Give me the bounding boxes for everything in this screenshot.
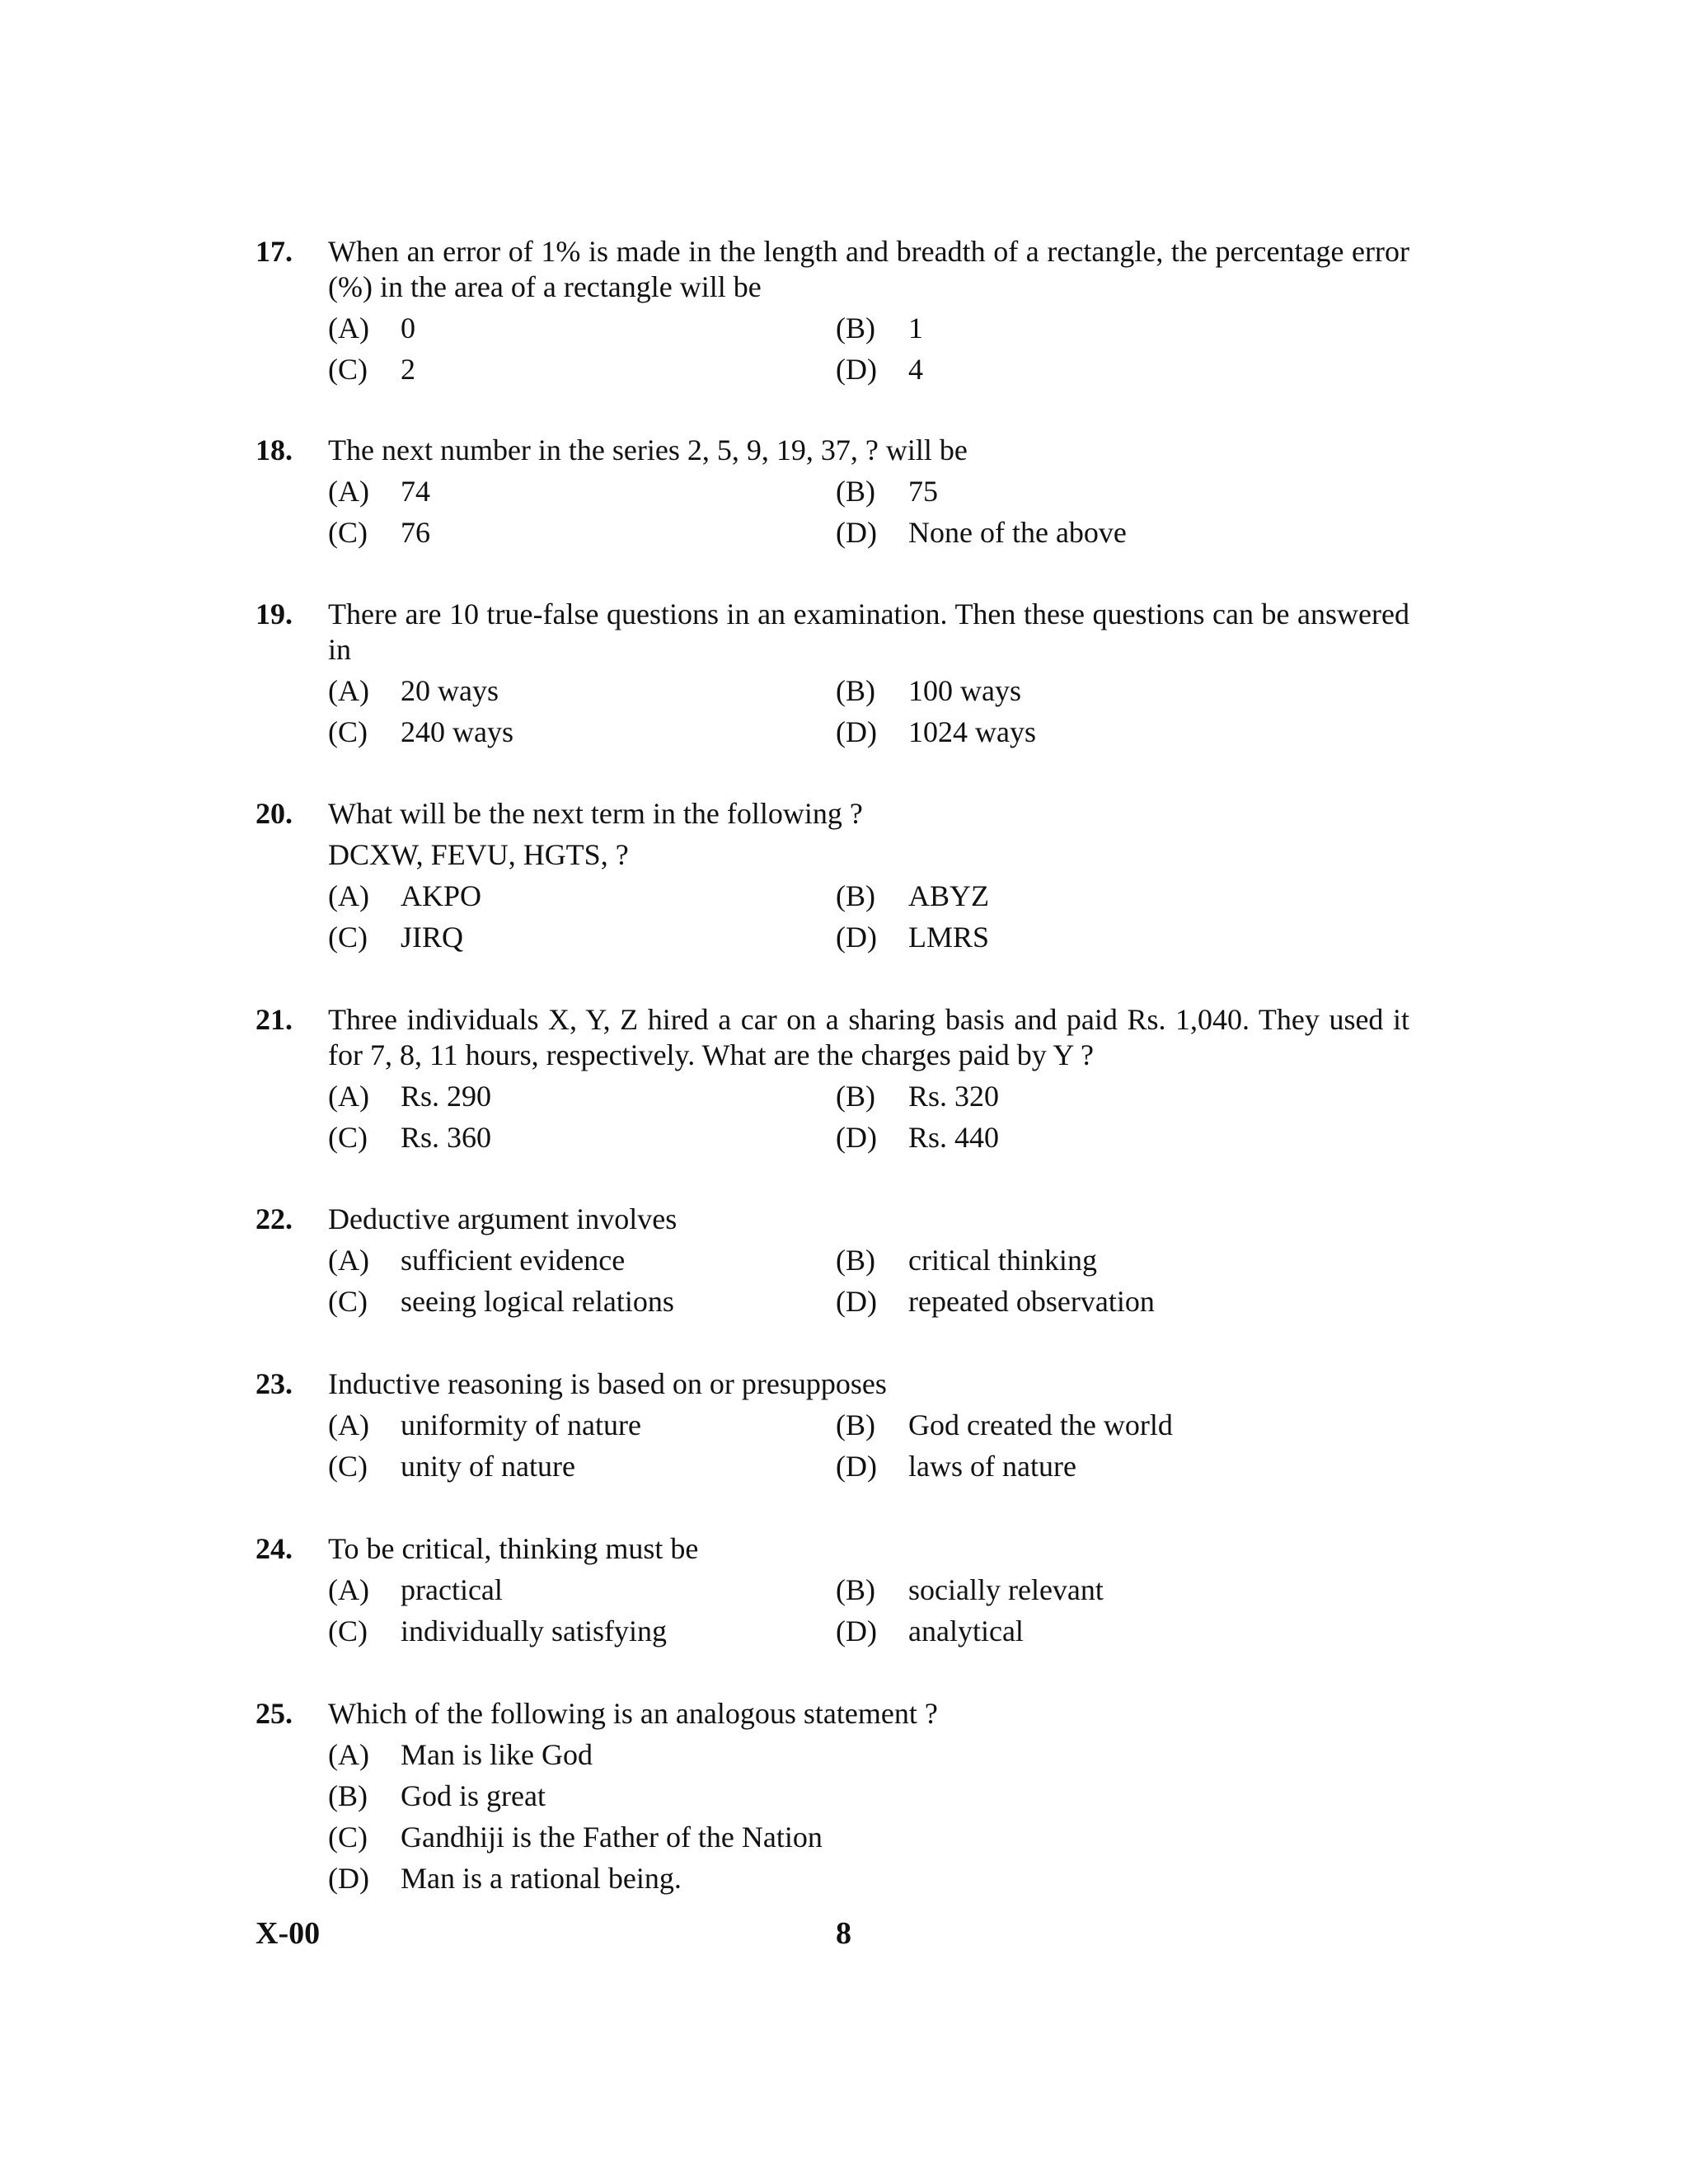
option-text: Rs. 290 <box>401 1080 492 1113</box>
option-label: (C) <box>328 1615 368 1647</box>
option-label: (A) <box>328 674 369 707</box>
option-label: (A) <box>328 475 369 508</box>
option-c <box>328 1614 836 1649</box>
option-d <box>836 515 1343 551</box>
option-d <box>836 1614 1343 1649</box>
option-label: (B) <box>836 674 875 707</box>
option-d <box>836 1120 1343 1155</box>
option-text: analytical <box>908 1615 1024 1647</box>
options-grid <box>328 673 1409 750</box>
option-text: sufficient evidence <box>401 1244 626 1277</box>
option-text: unity of nature <box>401 1450 575 1483</box>
option-c <box>328 715 836 750</box>
option-text: Rs. 440 <box>908 1121 1000 1154</box>
option-label: (D) <box>836 715 877 748</box>
option-text: uniformity of nature <box>401 1408 641 1441</box>
option-label: (A) <box>328 1080 369 1113</box>
question-number: 24. <box>256 1532 293 1565</box>
option-d <box>836 715 1343 750</box>
option-label: (D) <box>836 921 877 954</box>
option-d <box>328 1861 1343 1896</box>
option-text: seeing logical relations <box>401 1285 674 1318</box>
question-text: Inductive reasoning is based on or presupposes <box>328 1367 887 1400</box>
option-text: 75 <box>908 475 938 508</box>
option-b <box>328 1779 1343 1814</box>
option-text: critical thinking <box>908 1244 1097 1277</box>
option-label: (B) <box>836 879 875 912</box>
option-c <box>328 1820 1343 1855</box>
question-18 <box>256 433 1409 551</box>
question-text: Which of the following is an analogous statement ? <box>328 1697 938 1730</box>
option-label: (B) <box>836 1408 875 1441</box>
option-a <box>328 879 836 914</box>
option-b <box>836 311 1343 346</box>
option-c <box>328 920 836 955</box>
option-text: Gandhiji is the Father of the Nation <box>401 1821 823 1854</box>
page-number: 8 <box>836 1916 851 1951</box>
option-text: 2 <box>401 353 415 386</box>
option-text: 74 <box>401 475 430 508</box>
option-text: Rs. 320 <box>908 1080 1000 1113</box>
option-a <box>328 1408 836 1443</box>
question-number: 20. <box>256 797 293 830</box>
option-text: Man is like God <box>401 1738 593 1771</box>
question-text: Three individuals X, Y, Z hired a car on a sharing basis and paid Rs. 1,040. They used it for 7, 8, 11 hours, respectively. What are the charges paid by Y ? <box>328 1003 1409 1071</box>
options-grid <box>328 1079 1409 1155</box>
option-a <box>328 1572 836 1608</box>
option-text: 0 <box>401 312 415 344</box>
question-number: 19. <box>256 598 293 630</box>
option-text: 20 ways <box>401 674 499 707</box>
option-label: (C) <box>328 1450 368 1483</box>
options-list <box>328 1737 1409 1896</box>
question-21 <box>256 1002 1409 1155</box>
option-text: ABYZ <box>908 879 989 912</box>
option-label: (A) <box>328 1738 369 1771</box>
option-label: (D) <box>836 353 877 386</box>
option-label: (B) <box>328 1779 368 1812</box>
option-text: God is great <box>401 1779 546 1812</box>
question-text: Deductive argument involves <box>328 1202 678 1235</box>
question-number: 18. <box>256 434 293 466</box>
question-22 <box>256 1202 1409 1319</box>
question-number: 25. <box>256 1697 293 1730</box>
option-label: (A) <box>328 879 369 912</box>
option-label: (D) <box>836 516 877 549</box>
question-19 <box>256 597 1409 750</box>
option-label: (B) <box>836 1244 875 1277</box>
option-text: practical <box>401 1573 503 1606</box>
option-d <box>836 920 1343 955</box>
option-text: Man is a rational being. <box>401 1862 682 1895</box>
booklet-code: X-00 <box>256 1916 321 1951</box>
options-grid <box>328 879 1409 955</box>
question-17 <box>256 234 1409 387</box>
question-text: The next number in the series 2, 5, 9, 19, 37, ? will be <box>328 434 968 466</box>
option-b <box>836 673 1343 709</box>
option-b <box>836 879 1343 914</box>
option-label: (B) <box>836 312 875 344</box>
option-text: 1024 ways <box>908 715 1036 748</box>
option-label: (D) <box>836 1615 877 1647</box>
option-label: (C) <box>328 353 368 386</box>
option-label: (D) <box>836 1285 877 1318</box>
option-label: (C) <box>328 1285 368 1318</box>
option-text: LMRS <box>908 921 990 954</box>
option-d <box>836 352 1343 387</box>
option-text: JIRQ <box>401 921 464 954</box>
option-b <box>836 1243 1343 1278</box>
options-grid <box>328 311 1409 387</box>
question-text: What will be the next term in the following ? <box>328 797 863 830</box>
question-text: There are 10 true-false questions in an examination. Then these questions can be answered in <box>328 598 1409 666</box>
option-label: (A) <box>328 1408 369 1441</box>
question-23 <box>256 1366 1409 1484</box>
option-text: laws of nature <box>908 1450 1076 1483</box>
option-text: 4 <box>908 353 923 386</box>
option-text: repeated observation <box>908 1285 1155 1318</box>
question-text: To be critical, thinking must be <box>328 1532 699 1565</box>
option-a <box>328 474 836 509</box>
option-label: (A) <box>328 1244 369 1277</box>
options-grid <box>328 1243 1409 1319</box>
option-label: (B) <box>836 475 875 508</box>
letter-series: DCXW, FEVU, HGTS, ? <box>328 838 629 871</box>
question-number: 21. <box>256 1003 293 1036</box>
option-a <box>328 1737 1343 1773</box>
option-c <box>328 1120 836 1155</box>
question-number: 22. <box>256 1202 293 1235</box>
options-grid <box>328 1408 1409 1484</box>
option-text: God created the world <box>908 1408 1173 1441</box>
option-text: socially relevant <box>908 1573 1104 1606</box>
option-text: Rs. 360 <box>401 1121 492 1154</box>
option-text: individually satisfying <box>401 1615 667 1647</box>
option-label: (C) <box>328 1821 368 1854</box>
option-label: (D) <box>836 1121 877 1154</box>
option-label: (C) <box>328 516 368 549</box>
option-c <box>328 1284 836 1319</box>
option-text: 76 <box>401 516 430 549</box>
option-b <box>836 1572 1343 1608</box>
option-a <box>328 311 836 346</box>
option-label: (C) <box>328 715 368 748</box>
option-b <box>836 474 1343 509</box>
option-c <box>328 1449 836 1484</box>
option-c <box>328 515 836 551</box>
option-text: None of the above <box>908 516 1127 549</box>
option-text: 1 <box>908 312 923 344</box>
question-24 <box>256 1531 1409 1649</box>
option-b <box>836 1408 1343 1443</box>
option-label: (D) <box>836 1450 877 1483</box>
option-a <box>328 1079 836 1114</box>
options-grid <box>328 474 1409 551</box>
option-text: AKPO <box>401 879 482 912</box>
option-label: (B) <box>836 1573 875 1606</box>
question-number: 23. <box>256 1367 293 1400</box>
option-text: 100 ways <box>908 674 1021 707</box>
options-grid <box>328 1572 1409 1649</box>
question-20 <box>256 796 1409 955</box>
question-number: 17. <box>256 235 293 268</box>
option-label: (D) <box>328 1862 369 1895</box>
option-label: (B) <box>836 1080 875 1113</box>
option-b <box>836 1079 1343 1114</box>
option-a <box>328 673 836 709</box>
option-d <box>836 1449 1343 1484</box>
question-25 <box>256 1696 1409 1896</box>
option-c <box>328 352 836 387</box>
option-text: 240 ways <box>401 715 513 748</box>
option-a <box>328 1243 836 1278</box>
option-d <box>836 1284 1343 1319</box>
option-label: (A) <box>328 312 369 344</box>
question-text: When an error of 1% is made in the length and breadth of a rectangle, the percentage error (%) in the area of a rectangle will be <box>328 235 1409 303</box>
option-label: (C) <box>328 921 368 954</box>
option-label: (C) <box>328 1121 368 1154</box>
option-label: (A) <box>328 1573 369 1606</box>
